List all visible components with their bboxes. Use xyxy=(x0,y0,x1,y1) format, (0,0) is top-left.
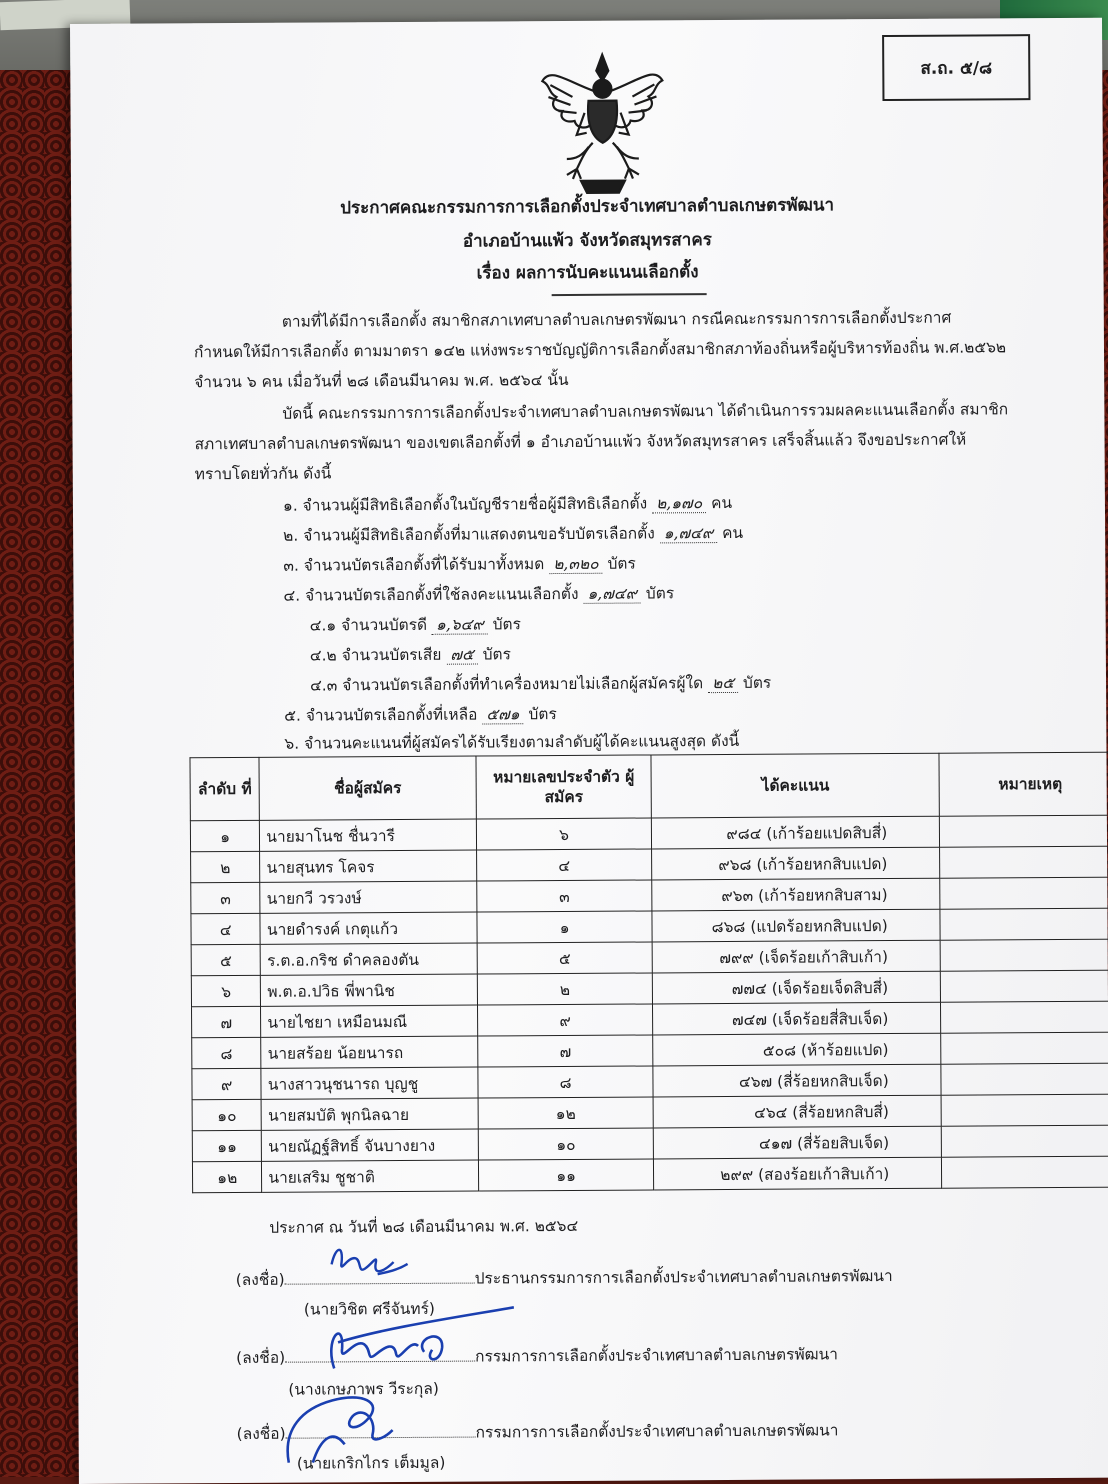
item-3 xyxy=(283,551,636,578)
paragraph-1-line-1: ตามที่ได้มีการเลือกตั้ง สมาชิกสภาเทศบาลตำบลเกษตรพัฒนา กรณีคณะกรรมการการเลือกตั้งประกาศ xyxy=(281,308,952,331)
signature-3-name: (นายเกริกไกร เต็มมูล) xyxy=(296,1453,446,1473)
paragraph-1-line-2: กำหนดให้มีการเลือกตั้ง ตามมาตรา ๑๔๒ แห่งพระราชบัญญัติการเลือกตั้งสมาชิกสภาท้องถิ่นหรือผู้บริหารท้องถิ่น พ.ศ.๒๕๖๒ xyxy=(193,338,1007,362)
cell-name: นายสุนทร โคจร xyxy=(260,850,477,882)
item-4-2-unit: บัตร xyxy=(482,645,511,664)
item-4-3 xyxy=(310,670,771,698)
cell-number: ๑๑ xyxy=(478,1159,654,1191)
cell-number: ๑๒ xyxy=(478,1097,654,1129)
cell-name: นายกวี วรวงษ์ xyxy=(260,881,477,913)
item-5 xyxy=(284,701,557,728)
document-code: ส.ถ. ๕/๘ xyxy=(882,34,1030,101)
results-table xyxy=(189,752,1108,1194)
paragraph-1 xyxy=(194,302,1035,397)
item-1 xyxy=(283,490,732,518)
cell-order: ๙ xyxy=(192,1068,262,1099)
signature-2-mark-icon xyxy=(314,1297,524,1378)
item-5-unit: บัตร xyxy=(528,705,557,724)
cell-votes: ๔๑๗ (สี่ร้อยสิบเจ็ด) xyxy=(654,1126,942,1159)
cell-number: ๖ xyxy=(476,818,652,850)
cell-name: พ.ต.อ.ปวิธ พี่พานิช xyxy=(261,974,478,1006)
cell-order: ๑ xyxy=(190,820,260,851)
cell-remarks xyxy=(940,815,1108,847)
cell-order: ๕ xyxy=(191,944,261,975)
item-4 xyxy=(283,580,674,607)
title-divider xyxy=(552,293,707,296)
cell-order: ๑๐ xyxy=(192,1099,262,1130)
cell-number: ๑ xyxy=(477,911,653,943)
item-1-label: ๑. จำนวนผู้มีสิทธิเลือกตั้งในบัญชีรายชื่อผู้มีสิทธิเลือกตั้ง xyxy=(282,494,648,515)
cell-remarks xyxy=(942,1156,1108,1188)
item-2-value: ๑,๗๔๙ xyxy=(660,524,718,543)
cell-name: นายสมบัติ พุกนิลฉาย xyxy=(261,1098,478,1130)
cell-remarks xyxy=(941,1001,1108,1033)
cell-name: นายมาโนช ชื่นวารี xyxy=(260,819,477,851)
item-2-label: ๒. จำนวนผู้มีสิทธิเลือกตั้งที่มาแสดงตนขอรับบัตรเลือกตั้ง xyxy=(283,524,655,545)
cell-votes: ๘๖๘ (แปดร้อยหกสิบแปด) xyxy=(652,909,940,942)
announcement-date: ประกาศ ณ วันที่ ๒๘ เดือนมีนาคม พ.ศ. ๒๕๖๔ xyxy=(269,1216,579,1237)
item-4-3-value: ๒๕ xyxy=(708,674,738,693)
cell-votes: ๙๘๔ (เก้าร้อยแปดสิบสี่) xyxy=(652,816,940,849)
item-4-1-unit: บัตร xyxy=(492,615,521,634)
item-4-1 xyxy=(310,611,521,637)
item-5-value: ๕๗๑ xyxy=(482,705,523,724)
signature-1-mark-icon xyxy=(317,1234,437,1295)
cell-order: ๓ xyxy=(191,882,261,913)
signature-3-mark-icon xyxy=(272,1378,433,1469)
cell-order: ๑๒ xyxy=(192,1161,262,1192)
cell-name: นางสาวนุชนารถ บุญชู xyxy=(261,1067,478,1099)
cell-order: ๑๑ xyxy=(192,1130,262,1161)
cell-number: ๓ xyxy=(477,880,653,912)
cell-number: ๗ xyxy=(478,1035,654,1067)
item-4-3-unit: บัตร xyxy=(742,673,772,692)
cell-remarks xyxy=(941,970,1108,1002)
cell-votes: ๗๗๔ (เจ็ดร้อยเจ็ดสิบสี่) xyxy=(653,971,941,1004)
paragraph-2-line-3: ทราบโดยทั่วกัน ดังนี้ xyxy=(194,464,332,484)
paragraph-2-line-1: บัดนี้ คณะกรรมการการเลือกตั้งประจำเทศบาลตำบลเกษตรพัฒนา ได้ดำเนินการรวมผลคะแนนเลือกตั้ง สมาชิก xyxy=(282,400,1009,423)
cell-remarks xyxy=(941,1063,1108,1095)
cell-name: นายไชยา เหมือนมณี xyxy=(261,1005,478,1037)
cell-order: ๔ xyxy=(191,913,261,944)
cell-votes: ๔๖๔ (สี่ร้อยหกสิบสี่) xyxy=(653,1095,941,1128)
item-2 xyxy=(283,520,743,548)
signature-3-role: กรรมการการเลือกตั้งประจำเทศบาลตำบลเกษตรพัฒนา xyxy=(475,1421,839,1442)
cell-number: ๙ xyxy=(477,1004,653,1036)
cell-order: ๖ xyxy=(191,975,261,1006)
cell-votes: ๗๔๗ (เจ็ดร้อยสี่สิบเจ็ด) xyxy=(653,1002,941,1035)
signature-1-prefix: (ลงชื่อ) xyxy=(235,1270,285,1290)
signature-2-prefix: (ลงชื่อ) xyxy=(236,1348,286,1368)
signature-2-name: (นางเกษภาพร วีระกุล) xyxy=(288,1379,439,1399)
cell-remarks xyxy=(940,846,1108,878)
cell-votes: ๕๐๘ (ห้าร้อยแปด) xyxy=(653,1033,941,1066)
item-4-3-label: ๔.๓ จำนวนบัตรเลือกตั้งที่ทำเครื่องหมายไม่เลือกผู้สมัครผู้ใด xyxy=(309,674,704,695)
item-3-value: ๒,๓๒๐ xyxy=(549,555,603,574)
cell-name: นายเสริม ชูชาติ xyxy=(262,1160,479,1192)
title-line-3: เรื่อง ผลการนับคะแนนเลือกตั้ง xyxy=(476,262,699,284)
table-header-row xyxy=(190,752,1108,821)
cell-number: ๘ xyxy=(478,1066,654,1098)
item-4-1-label: ๔.๑ จำนวนบัตรดี xyxy=(309,615,428,635)
header-name: ชื่อผู้สมัคร xyxy=(259,756,476,820)
signature-3-prefix: (ลงชื่อ) xyxy=(236,1424,286,1444)
cell-number: ๒ xyxy=(477,973,653,1005)
table-row xyxy=(192,1156,1108,1193)
garuda-emblem-icon xyxy=(536,50,669,197)
item-1-value: ๒,๑๗๐ xyxy=(652,494,706,513)
item-6-label: ๖. จำนวนคะแนนที่ผู้สมัครได้รับเรียงตามลำดับผู้ได้คะแนนสูงสุด ดังนี้ xyxy=(284,731,740,753)
cell-votes: ๙๖๘ (เก้าร้อยหกสิบแปด) xyxy=(652,847,940,880)
cell-remarks xyxy=(940,939,1108,971)
cell-remarks xyxy=(942,1125,1108,1157)
cell-remarks xyxy=(940,908,1108,940)
cell-number: ๔ xyxy=(476,849,652,881)
paragraph-1-line-3: จำนวน ๖ คน เมื่อวันที่ ๒๘ เดือนมีนาคม พ.ศ. ๒๕๖๔ นั้น xyxy=(194,370,569,392)
header-order: ลำดับ ที่ xyxy=(190,757,260,820)
item-4-label: ๔. จำนวนบัตรเลือกตั้งที่ใช้ลงคะแนนเลือกตั้ง xyxy=(283,584,579,605)
cell-votes: ๗๙๙ (เจ็ดร้อยเก้าสิบเก้า) xyxy=(653,940,941,973)
signature-1-role: ประธานกรรมการการเลือกตั้งประจำเทศบาลตำบลเกษตรพัฒนา xyxy=(474,1266,893,1288)
item-6 xyxy=(284,728,739,756)
cell-remarks xyxy=(941,1094,1108,1126)
title-line-2: อำเภอบ้านแพ้ว จังหวัดสมุทรสาคร xyxy=(462,230,712,252)
cell-votes: ๔๖๗ (สี่ร้อยหกสิบเจ็ด) xyxy=(653,1064,941,1097)
item-4-value: ๑,๗๔๙ xyxy=(583,585,641,604)
item-3-label: ๓. จำนวนบัตรเลือกตั้งที่ได้รับมาทั้งหมด xyxy=(283,555,545,575)
item-4-1-value: ๑,๖๔๙ xyxy=(432,615,488,634)
item-4-2 xyxy=(310,641,511,667)
item-5-label: ๕. จำนวนบัตรเลือกตั้งที่เหลือ xyxy=(284,705,478,725)
header-votes: ได้คะแนน xyxy=(651,753,939,818)
header-number: หมายเลขประจำตัว ผู้สมัคร xyxy=(476,755,652,819)
cell-name: นายณัฏฐ์สิทธิ์ จันบางยาง xyxy=(262,1129,479,1161)
paragraph-2-line-2: สภาเทศบาลตำบลเกษตรพัฒนา ของเขตเลือกตั้งที่ ๑ อำเภอบ้านแพ้ว จังหวัดสมุทรสาคร เสร็จสิ้นแล้ว จึงขอประกาศให้ xyxy=(194,430,967,454)
document-page xyxy=(70,18,1108,1484)
item-1-unit: คน xyxy=(711,493,733,513)
cell-name: นายดำรงค์ เกตุแก้ว xyxy=(260,912,477,944)
signature-2-role: กรรมการการเลือกตั้งประจำเทศบาลตำบลเกษตรพัฒนา xyxy=(475,1345,838,1366)
cell-number: ๕ xyxy=(477,942,653,974)
title-line-1: ประกาศคณะกรรมการการเลือกตั้งประจำเทศบาลตำบลเกษตรพัฒนา xyxy=(340,195,835,219)
item-4-2-label: ๔.๒ จำนวนบัตรเสีย xyxy=(309,645,442,665)
cell-remarks xyxy=(941,1032,1108,1064)
cell-name: ร.ต.อ.กริช ดำคลองตัน xyxy=(261,943,478,975)
cell-order: ๗ xyxy=(192,1006,262,1037)
cell-number: ๑๐ xyxy=(478,1128,654,1160)
cell-votes: ๒๙๙ (สองร้อยเก้าสิบเก้า) xyxy=(654,1157,942,1190)
cell-remarks xyxy=(940,877,1108,909)
item-4-2-value: ๗๕ xyxy=(446,646,478,665)
cell-name: นายสร้อย น้อยนารถ xyxy=(261,1036,478,1068)
item-2-unit: คน xyxy=(722,523,744,543)
cell-order: ๒ xyxy=(191,851,261,882)
header-remarks: หมายเหตุ xyxy=(939,752,1108,816)
item-3-unit: บัตร xyxy=(607,554,636,573)
signature-1-name: (นายวิชิต ศรีจันทร์) xyxy=(303,1299,435,1319)
cell-votes: ๙๖๓ (เก้าร้อยหกสิบสาม) xyxy=(652,878,940,911)
paragraph-2 xyxy=(194,394,1035,489)
item-4-unit: บัตร xyxy=(645,584,675,603)
cell-order: ๘ xyxy=(192,1037,262,1068)
